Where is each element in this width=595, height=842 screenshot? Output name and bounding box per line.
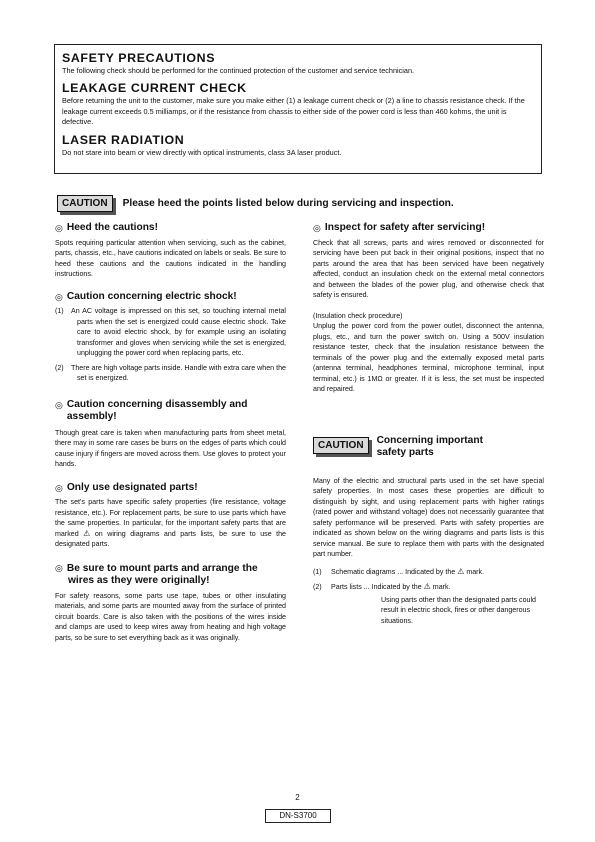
safety-box — [54, 44, 542, 174]
leakage-title: LEAKAGE CURRENT CHECK — [62, 81, 247, 96]
list-item: (1) Schematic diagrams ... Indicated by the ⚠ mark. — [313, 566, 485, 576]
section-shock — [55, 291, 286, 384]
warning-triangle-icon: ⚠ — [457, 566, 465, 576]
section-important — [313, 435, 544, 627]
laser-text: Do not stare into beam or view directly with optical instruments, class 3A laser product. — [62, 147, 342, 157]
heed-text: Spots requiring particular attention when servicing, such as the cabinet, parts, chassis, etc., have cautions indicated on labels or seals. Be sure to heed these cautions and the cautions indicated in the handling instructions. — [55, 238, 286, 278]
section-disassembly — [55, 399, 286, 470]
inspect-text: Check that all screws, parts and wires removed or disconnected for servicing have been put back in their original positions, inspect that no parts around the area that has been serviced have been negatively affected, conduct an insulation check on the external metal connectors and between the blades of the power plug, and otherwise check that safety is ensured. — [313, 238, 544, 299]
caution-banner — [57, 195, 547, 212]
leakage-text: Before returning the unit to the customer, make sure you make either (1) a leakage current check or (2) a line to chassis resistance check. If the leakage current exceeds 0.5 milliamps, or if the resistance from chassis to either side of the power cord is less than 460 kohms, the unit is defective. — [62, 96, 525, 127]
section-mount — [55, 562, 286, 644]
safety-text: The following check should be performed for the continued protection of the customer and service technician. — [62, 66, 415, 75]
shock-title: ◎ Caution concerning electric shock! — [55, 290, 237, 302]
section-inspect — [313, 222, 544, 395]
caution-tag: CAUTION — [313, 437, 369, 454]
disassembly-text: Though great care is taken when manufacturing parts from sheet metal, there may in some rare cases be burrs on the edges of parts which could cause injury if fingers are moved across them. Use gloves to protect your hands. — [55, 428, 286, 468]
bullet-mark-icon: ◎ — [55, 399, 63, 410]
important-text: Many of the electric and structural parts used in the set have special safety properties. In most cases these properties are difficult to distinguish by sight, and using replacement parts with higher ratings (rated power and withstand voltage) does not necessarily guarantee that safety performance will be preserved. Parts with safety properties are indicated as shown below on the wiring diagrams and parts lists is this service manual. Be sure to replace them with parts with the designated part number. — [313, 476, 544, 558]
list-item: (2) Parts lists ... Indicated by the ⚠ mark. — [313, 582, 451, 591]
designated-title: ◎ Only use designated parts! — [55, 481, 198, 493]
list-item: (2) There are high voltage parts inside. Handle with extra care when the set is energized. — [55, 363, 286, 382]
inspect-title: ◎ Inspect for safety after servicing! — [313, 222, 486, 233]
important-title: Concerning important safety parts — [376, 434, 483, 458]
page-number: 2 — [295, 793, 300, 802]
bullet-mark-icon: ◎ — [55, 291, 63, 302]
mount-text: For safety reasons, some parts use tape, tubes or other insulating materials, and some parts are mounted away from the surface of printed circuit boards. Care is also taken with the positions of the wires inside and clamps are used to keep wires away from heating and high voltage parts, so be sure to set everything back as it was originally. — [55, 591, 286, 642]
bullet-mark-icon: ◎ — [313, 223, 321, 233]
important-heading — [313, 435, 544, 460]
section-heed — [55, 222, 286, 280]
section-designated — [55, 482, 286, 550]
mount-title: ◎ Be sure to mount parts and arrange the wires as they were originally! — [55, 562, 258, 586]
banner-text: Please heed the points listed below during servicing and inspection. — [122, 197, 454, 209]
disassembly-title: ◎ Caution concerning disassembly and assembly! — [55, 398, 248, 422]
warning-triangle-icon: ⚠ — [423, 582, 431, 591]
bullet-mark-icon: ◎ — [55, 482, 63, 493]
laser-title: LASER RADIATION — [62, 132, 185, 147]
list-item: (1) An AC voltage is impressed on this set, so touching internal metal parts when the set is energized could cause electric shock. Take care to avoid electric shock, by for example using an isolating transformer and gloves when servicing while the set is energized, unplugging the power cord when replacing parts, etc. — [55, 307, 286, 357]
procedure-text: Unplug the power cord from the power outlet, disconnect the antenna, plugs, etc., and turn the power switch on. Using a 500V insulation resistance tester, check that the insulation resistance between the terminals of the power plug and the externally exposed metal parts (antenna terminal, headphones terminal, microphone terminal, input terminal, etc.) is 1MΩ or greater. If it is less, the set must be inspected and repaired. — [313, 322, 544, 393]
model-number: DN-S3700 — [265, 809, 331, 823]
caution-tag: CAUTION — [57, 195, 113, 212]
safety-title: SAFETY PRECAUTIONS — [62, 51, 216, 65]
designated-text: The set's parts have specific safety properties (fire resistance, voltage resistance, etc.). For replacement parts, be sure to use parts which have the same properties. In particular, for the important safety parts that are marked ⚠ on wiring diagrams and parts lists, be sure to use the designated parts. — [55, 498, 286, 548]
important-note: Using parts other than the designated parts could result in electric shock, fires or other dangerous situations. — [381, 595, 536, 625]
left-column — [55, 222, 286, 643]
warning-triangle-icon: ⚠ — [83, 528, 91, 538]
bullet-mark-icon: ◎ — [55, 223, 63, 233]
bullet-mark-icon: ◎ — [55, 562, 63, 573]
heed-title: ◎ Heed the cautions! — [55, 222, 158, 233]
procedure-label: (Insulation check procedure) — [313, 311, 403, 320]
right-column — [313, 222, 544, 626]
